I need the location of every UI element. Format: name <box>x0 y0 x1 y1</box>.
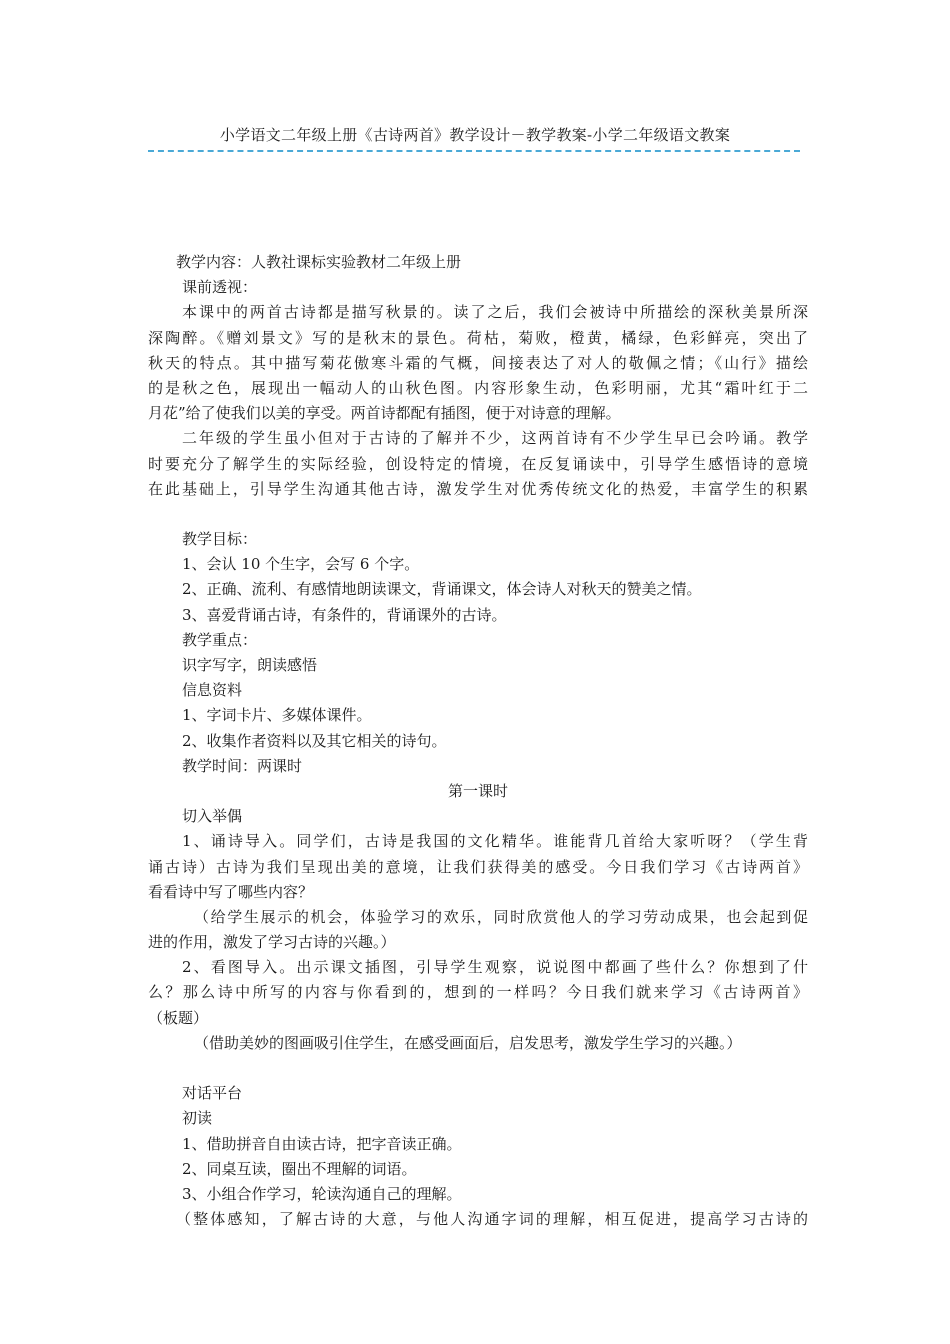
paragraph-line: （整体感知，了解古诗的大意，与他人沟通字词的理解，相互促进，提高学习古诗的 <box>176 1210 808 1229</box>
paragraph-line: 课前透视： <box>182 278 258 297</box>
paragraph-line: 教学内容：人教社课标实验教材二年级上册 <box>176 253 462 271</box>
paragraph-line: 识字写字，朗读感悟 <box>182 656 318 674</box>
list-item: 1、会认 10 个生字，会写 6 个字。 <box>182 555 420 574</box>
paragraph-line: 2、看图导入。出示课文插图，引导学生观察，说说图中都画了些什么？你想到了什 <box>182 958 808 977</box>
blank-line <box>148 1056 808 1081</box>
paragraph-line: 么？那么诗中所写的内容与你看到的，想到的一样吗？今日我们就来学习《古诗两首》 <box>148 983 808 1002</box>
list-item: 3、小组合作学习，轮读沟通自己的理解。 <box>182 1184 462 1203</box>
list-item: 1、字词卡片、多媒体课件。 <box>182 706 372 725</box>
paragraph-line: 秋天的特点。其中描写菊花傲寒斗霜的气概，间接表达了对人的敬佩之情；《山行》描绘 <box>148 353 808 372</box>
paragraph-line: 本课中的两首古诗都是描写秋景的。读了之后，我们会被诗中所描绘的深秋美景所深 <box>182 303 808 322</box>
paragraph-line: 诵古诗）古诗为我们呈现出美的意境，让我们获得美的感受。今日我们学习《古诗两首》 <box>148 857 808 876</box>
document-body <box>148 250 808 1232</box>
paragraph-line: 在此基础上，引导学生沟通其他古诗，激发学生对优秀传统文化的热爱，丰富学生的积累 <box>148 479 808 498</box>
lesson-heading: 第一课时 <box>447 781 508 800</box>
paragraph-line: 时要充分了解学生的实际经验，创设特定的情境，在反复诵读中，引导学生感悟诗的意境 <box>148 454 808 473</box>
paragraph-line: （借助美妙的图画吸引住学生，在感受画面后，启发思考，激发学生学习的兴趣。） <box>194 1033 742 1052</box>
list-item: 1、借助拼音自由读古诗，把字音读正确。 <box>182 1134 462 1153</box>
section-heading: 教学重点： <box>182 630 258 649</box>
list-item: 2、正确、流利、有感情地朗读课文，背诵课文，体会诗人对秋天的赞美之情。 <box>182 580 702 599</box>
section-heading: 信息资料 <box>182 681 243 700</box>
paragraph-line: （板题） <box>148 1008 209 1027</box>
section-heading: 切入举偶 <box>182 807 243 826</box>
section-heading: 对话平台 <box>182 1084 243 1103</box>
paragraph-line: 1、诵诗导入。同学们，古诗是我国的文化精华。谁能背几首给大家听呀？（学生背 <box>182 832 808 851</box>
list-item: 2、收集作者资料以及其它相关的诗句。 <box>182 731 447 750</box>
paragraph-line: 月花”给了使我们以美的享受。两首诗都配有插图，便于对诗意的理解。 <box>148 404 621 423</box>
paragraph-line: （给学生展示的机会，体验学习的欢乐，同时欣赏他人的学习劳动成果，也会起到促 <box>194 907 808 926</box>
paragraph-line: 进的作用，激发了学习古诗的兴趣。） <box>148 933 396 952</box>
list-item: 3、喜爱背诵古诗，有条件的，背诵课外的古诗。 <box>182 605 507 624</box>
title-divider <box>148 150 800 152</box>
paragraph-line: 深陶醉。《赠刘景文》写的是秋末的景色。荷枯，菊败，橙黄，橘绿，色彩鲜亮，突出了 <box>148 328 808 347</box>
section-heading: 初读 <box>182 1109 213 1128</box>
list-item: 2、同桌互读，圈出不理解的词语。 <box>182 1159 417 1178</box>
paragraph-line: 教学时间：两课时 <box>182 756 303 775</box>
paragraph-line: 的是秋之色，展现出一幅动人的山秋色图。内容形象生动，色彩明丽，尤其“霜叶红于二 <box>148 378 808 397</box>
paragraph-line: 看看诗中写了哪些内容？ <box>148 882 314 901</box>
paragraph-line: 二年级的学生虽小但对于古诗的了解并不少，这两首诗有不少学生早已会吟诵。教学 <box>182 429 808 448</box>
document-title: 小学语文二年级上册《古诗两首》教学设计－教学教案-小学二年级语文教案 <box>219 126 731 144</box>
blank-line <box>148 502 808 527</box>
section-heading: 教学目标： <box>182 530 258 549</box>
